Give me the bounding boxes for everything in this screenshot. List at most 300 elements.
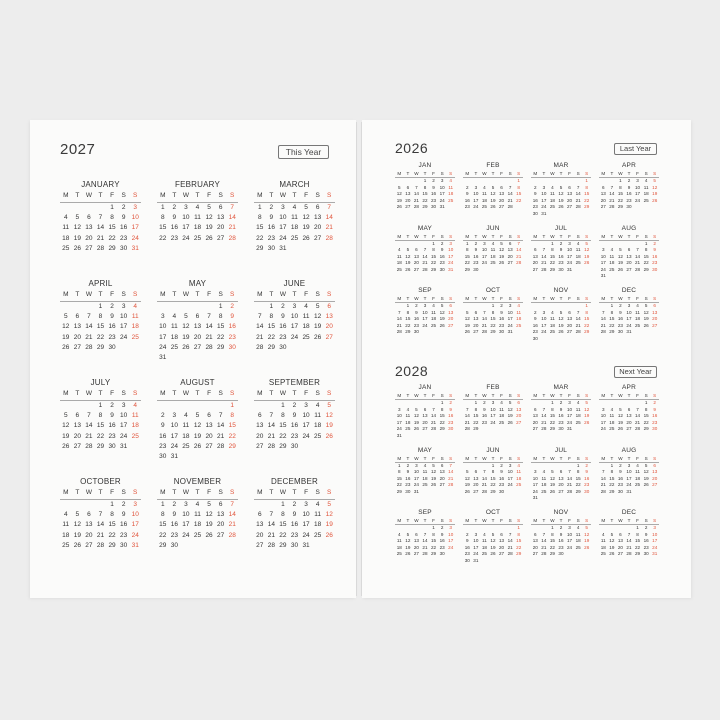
day-cell[interactable]: 7 bbox=[230, 501, 235, 508]
day-cell[interactable]: 1 bbox=[269, 303, 274, 310]
day-cell[interactable]: 16 bbox=[439, 253, 445, 259]
day-cell[interactable]: 30 bbox=[558, 551, 564, 557]
day-cell[interactable]: 30 bbox=[279, 343, 287, 351]
day-cell[interactable]: 7 bbox=[542, 406, 546, 412]
day-cell[interactable]: 2 bbox=[619, 303, 622, 308]
day-cell[interactable]: 12 bbox=[617, 413, 623, 419]
day-cell[interactable]: 10 bbox=[541, 316, 547, 322]
day-cell[interactable]: 25 bbox=[549, 204, 555, 210]
day-cell[interactable]: 15 bbox=[549, 538, 555, 544]
day-cell[interactable]: 4 bbox=[610, 406, 614, 412]
day-cell[interactable]: 7 bbox=[576, 184, 580, 190]
day-cell[interactable]: 20 bbox=[507, 253, 513, 259]
day-cell[interactable]: 18 bbox=[541, 482, 547, 488]
day-cell[interactable]: 24 bbox=[652, 544, 658, 550]
day-cell[interactable]: 15 bbox=[108, 224, 116, 232]
day-cell[interactable]: 5 bbox=[327, 501, 332, 508]
day-cell[interactable]: 27 bbox=[532, 266, 538, 272]
day-cell[interactable]: 13 bbox=[422, 413, 428, 419]
day-cell[interactable]: 18 bbox=[314, 521, 322, 529]
day-cell[interactable]: 4 bbox=[292, 204, 297, 211]
day-cell[interactable]: 22 bbox=[228, 432, 236, 440]
day-cell[interactable]: 19 bbox=[205, 521, 213, 529]
day-cell[interactable]: 1 bbox=[110, 204, 114, 211]
day-cell[interactable]: 21 bbox=[413, 197, 419, 203]
day-cell[interactable]: 27 bbox=[558, 488, 564, 494]
day-cell[interactable]: 5 bbox=[466, 469, 469, 475]
day-cell[interactable]: 12 bbox=[643, 469, 649, 475]
day-cell[interactable]: 29 bbox=[609, 488, 615, 494]
day-cell[interactable]: 7 bbox=[483, 309, 486, 315]
day-cell[interactable]: 2 bbox=[160, 412, 165, 420]
day-cell[interactable]: 14 bbox=[635, 413, 641, 419]
day-cell[interactable]: 18 bbox=[549, 197, 555, 203]
day-cell[interactable]: 14 bbox=[267, 422, 275, 430]
day-cell[interactable]: 4 bbox=[551, 184, 554, 190]
day-cell[interactable]: 27 bbox=[217, 531, 225, 539]
day-cell[interactable]: 22 bbox=[256, 234, 264, 242]
day-cell[interactable]: 8 bbox=[218, 313, 223, 321]
day-cell[interactable]: 15 bbox=[516, 191, 522, 197]
day-cell[interactable]: 4 bbox=[432, 303, 435, 308]
day-cell[interactable]: 11 bbox=[609, 253, 615, 259]
day-cell[interactable]: 10 bbox=[541, 191, 547, 197]
day-cell[interactable]: 6 bbox=[534, 531, 537, 537]
day-cell[interactable]: 9 bbox=[172, 511, 177, 519]
day-cell[interactable]: 17 bbox=[541, 322, 547, 328]
day-cell[interactable]: 3 bbox=[281, 204, 285, 211]
day-cell[interactable]: 18 bbox=[490, 253, 496, 259]
day-cell[interactable]: 29 bbox=[490, 329, 496, 335]
day-cell[interactable]: 1 bbox=[466, 240, 469, 246]
day-cell[interactable]: 6 bbox=[415, 531, 418, 537]
day-cell[interactable]: 10 bbox=[600, 253, 606, 259]
day-cell[interactable]: 2 bbox=[559, 525, 563, 530]
day-cell[interactable]: 19 bbox=[643, 475, 649, 481]
day-cell[interactable]: 15 bbox=[635, 538, 641, 544]
day-cell[interactable]: 4 bbox=[491, 240, 495, 246]
day-cell[interactable]: 26 bbox=[439, 322, 445, 328]
day-cell[interactable]: 24 bbox=[473, 551, 479, 557]
day-cell[interactable]: 18 bbox=[314, 422, 322, 430]
day-cell[interactable]: 8 bbox=[610, 309, 614, 315]
day-cell[interactable]: 17 bbox=[541, 197, 547, 203]
day-cell[interactable]: 4 bbox=[63, 214, 68, 222]
day-cell[interactable]: 6 bbox=[207, 412, 211, 420]
day-cell[interactable]: 22 bbox=[108, 234, 116, 242]
day-cell[interactable]: 22 bbox=[575, 482, 581, 488]
day-cell[interactable]: 28 bbox=[600, 488, 606, 494]
day-cell[interactable]: 8 bbox=[406, 309, 410, 315]
day-cell[interactable]: 24 bbox=[448, 544, 454, 550]
day-cell[interactable]: 9 bbox=[172, 214, 177, 222]
day-cell[interactable]: 10 bbox=[131, 214, 139, 222]
day-cell[interactable]: 30 bbox=[439, 551, 445, 557]
day-cell[interactable]: 15 bbox=[422, 191, 428, 197]
day-cell[interactable]: 9 bbox=[230, 313, 235, 321]
day-cell[interactable]: 17 bbox=[170, 432, 178, 440]
day-cell[interactable]: 4 bbox=[517, 462, 520, 468]
day-cell[interactable]: 16 bbox=[108, 323, 116, 331]
day-cell[interactable]: 12 bbox=[405, 538, 411, 544]
day-cell[interactable]: 28 bbox=[96, 541, 105, 549]
day-cell[interactable]: 6 bbox=[218, 204, 223, 211]
day-cell[interactable]: 28 bbox=[635, 426, 641, 432]
day-cell[interactable]: 14 bbox=[464, 413, 470, 419]
day-cell[interactable]: 10 bbox=[635, 184, 641, 190]
day-cell[interactable]: 5 bbox=[440, 303, 444, 308]
day-cell[interactable]: 18 bbox=[516, 316, 522, 322]
day-cell[interactable]: 3 bbox=[474, 531, 478, 537]
day-cell[interactable]: 26 bbox=[325, 432, 333, 440]
day-cell[interactable]: 19 bbox=[73, 234, 81, 242]
day-cell[interactable]: 2 bbox=[449, 400, 452, 405]
day-cell[interactable]: 26 bbox=[464, 488, 470, 494]
day-cell[interactable]: 25 bbox=[516, 322, 522, 328]
day-cell[interactable]: 11 bbox=[62, 224, 70, 232]
day-cell[interactable]: 16 bbox=[464, 544, 470, 550]
day-cell[interactable]: 10 bbox=[473, 191, 479, 197]
day-cell[interactable]: 12 bbox=[413, 413, 419, 419]
day-cell[interactable]: 23 bbox=[473, 260, 479, 266]
day-cell[interactable]: 2 bbox=[172, 204, 177, 211]
day-cell[interactable]: 1 bbox=[398, 462, 401, 468]
day-cell[interactable]: 15 bbox=[575, 475, 581, 481]
day-cell[interactable]: 20 bbox=[473, 482, 479, 488]
day-cell[interactable]: 15 bbox=[609, 475, 615, 481]
day-cell[interactable]: 24 bbox=[422, 322, 428, 328]
day-cell[interactable]: 18 bbox=[170, 333, 178, 341]
day-cell[interactable]: 9 bbox=[432, 184, 435, 190]
day-cell[interactable]: 22 bbox=[609, 482, 615, 488]
day-cell[interactable]: 28 bbox=[85, 442, 93, 450]
day-cell[interactable]: 15 bbox=[396, 475, 402, 481]
day-cell[interactable]: 22 bbox=[396, 482, 402, 488]
day-cell[interactable]: 26 bbox=[549, 488, 555, 494]
day-cell[interactable]: 8 bbox=[551, 247, 554, 253]
day-cell[interactable]: 9 bbox=[500, 469, 503, 475]
day-cell[interactable]: 18 bbox=[549, 322, 555, 328]
day-cell[interactable]: 11 bbox=[490, 247, 496, 253]
day-cell[interactable]: 21 bbox=[541, 419, 547, 425]
day-cell[interactable]: 13 bbox=[405, 191, 411, 197]
day-cell[interactable]: 13 bbox=[626, 253, 632, 259]
day-cell[interactable]: 8 bbox=[110, 511, 114, 519]
day-cell[interactable]: 16 bbox=[170, 521, 178, 529]
day-cell[interactable]: 12 bbox=[464, 475, 470, 481]
day-cell[interactable]: 21 bbox=[267, 531, 275, 539]
day-cell[interactable]: 29 bbox=[464, 266, 470, 272]
day-cell[interactable]: 28 bbox=[422, 551, 428, 557]
day-cell[interactable]: 3 bbox=[508, 462, 512, 468]
day-cell[interactable]: 26 bbox=[413, 426, 419, 432]
day-cell[interactable]: 3 bbox=[542, 309, 546, 315]
day-cell[interactable]: 20 bbox=[85, 234, 93, 242]
day-cell[interactable]: 14 bbox=[85, 323, 93, 331]
day-cell[interactable]: 11 bbox=[516, 309, 522, 315]
day-cell[interactable]: 27 bbox=[499, 204, 505, 210]
day-cell[interactable]: 25 bbox=[575, 260, 581, 266]
day-cell[interactable]: 13 bbox=[499, 538, 505, 544]
day-cell[interactable]: 4 bbox=[576, 400, 580, 405]
day-cell[interactable]: 18 bbox=[609, 419, 615, 425]
day-cell[interactable]: 3 bbox=[449, 525, 452, 530]
day-cell[interactable]: 1 bbox=[576, 462, 580, 468]
day-cell[interactable]: 5 bbox=[585, 400, 588, 405]
day-cell[interactable]: 8 bbox=[269, 313, 274, 321]
day-cell[interactable]: 26 bbox=[396, 204, 402, 210]
day-cell[interactable]: 9 bbox=[653, 406, 656, 412]
day-cell[interactable]: 19 bbox=[325, 422, 333, 430]
day-cell[interactable]: 12 bbox=[499, 247, 505, 253]
day-cell[interactable]: 9 bbox=[110, 313, 114, 321]
day-cell[interactable]: 6 bbox=[440, 462, 444, 468]
day-cell[interactable]: 30 bbox=[159, 453, 167, 461]
day-cell[interactable]: 7 bbox=[568, 469, 571, 475]
day-cell[interactable]: 2 bbox=[415, 303, 418, 308]
day-cell[interactable]: 14 bbox=[217, 422, 225, 430]
day-cell[interactable]: 21 bbox=[256, 333, 264, 341]
day-cell[interactable]: 7 bbox=[508, 184, 512, 190]
day-cell[interactable]: 6 bbox=[568, 184, 571, 190]
day-cell[interactable]: 15 bbox=[473, 413, 479, 419]
day-cell[interactable]: 12 bbox=[325, 412, 333, 420]
day-cell[interactable]: 7 bbox=[576, 309, 580, 315]
day-cell[interactable]: 19 bbox=[490, 544, 496, 550]
day-cell[interactable]: 15 bbox=[643, 413, 649, 419]
day-cell[interactable]: 11 bbox=[575, 531, 581, 537]
day-cell[interactable]: 26 bbox=[490, 551, 496, 557]
day-cell[interactable]: 26 bbox=[499, 260, 505, 266]
day-cell[interactable]: 18 bbox=[575, 413, 581, 419]
day-cell[interactable]: 19 bbox=[584, 253, 590, 259]
day-cell[interactable]: 28 bbox=[422, 266, 428, 272]
day-cell[interactable]: 25 bbox=[131, 333, 139, 341]
day-cell[interactable]: 24 bbox=[626, 322, 632, 328]
day-cell[interactable]: 1 bbox=[585, 303, 588, 308]
day-cell[interactable]: 21 bbox=[325, 224, 333, 232]
day-cell[interactable]: 26 bbox=[193, 442, 202, 450]
day-cell[interactable]: 27 bbox=[413, 551, 419, 557]
day-cell[interactable]: 10 bbox=[439, 184, 445, 190]
day-cell[interactable]: 24 bbox=[626, 482, 632, 488]
day-cell[interactable]: 31 bbox=[652, 551, 658, 557]
day-cell[interactable]: 5 bbox=[551, 469, 554, 475]
day-cell[interactable]: 25 bbox=[431, 322, 437, 328]
day-cell[interactable]: 9 bbox=[449, 406, 452, 412]
day-cell[interactable]: 19 bbox=[499, 253, 505, 259]
day-cell[interactable]: 20 bbox=[193, 333, 202, 341]
day-cell[interactable]: 31 bbox=[626, 488, 632, 494]
day-cell[interactable]: 18 bbox=[431, 316, 437, 322]
day-cell[interactable]: 24 bbox=[635, 197, 641, 203]
day-cell[interactable]: 21 bbox=[85, 432, 93, 440]
day-cell[interactable]: 9 bbox=[585, 469, 588, 475]
day-cell[interactable]: 20 bbox=[256, 531, 264, 539]
day-cell[interactable]: 1 bbox=[406, 303, 410, 308]
day-cell[interactable]: 23 bbox=[558, 419, 564, 425]
day-cell[interactable]: 19 bbox=[413, 419, 419, 425]
day-cell[interactable]: 28 bbox=[541, 551, 547, 557]
day-cell[interactable]: 10 bbox=[481, 247, 487, 253]
day-cell[interactable]: 18 bbox=[635, 475, 641, 481]
day-cell[interactable]: 27 bbox=[325, 333, 333, 341]
day-cell[interactable]: 24 bbox=[170, 442, 178, 450]
day-cell[interactable]: 28 bbox=[396, 329, 402, 335]
day-cell[interactable]: 1 bbox=[517, 525, 520, 530]
day-cell[interactable]: 2 bbox=[559, 240, 563, 246]
day-cell[interactable]: 1 bbox=[98, 402, 103, 409]
day-cell[interactable]: 4 bbox=[636, 303, 639, 308]
day-cell[interactable]: 23 bbox=[626, 197, 632, 203]
day-cell[interactable]: 29 bbox=[256, 244, 264, 252]
day-cell[interactable]: 6 bbox=[257, 511, 262, 519]
day-cell[interactable]: 20 bbox=[532, 544, 538, 550]
day-cell[interactable]: 14 bbox=[481, 475, 487, 481]
day-cell[interactable]: 4 bbox=[195, 501, 200, 508]
day-cell[interactable]: 11 bbox=[516, 469, 522, 475]
day-cell[interactable]: 9 bbox=[627, 184, 631, 190]
day-cell[interactable]: 12 bbox=[490, 191, 496, 197]
day-cell[interactable]: 23 bbox=[108, 333, 116, 341]
day-cell[interactable]: 13 bbox=[626, 413, 632, 419]
day-cell[interactable]: 11 bbox=[194, 511, 201, 519]
day-cell[interactable]: 12 bbox=[325, 511, 333, 519]
day-cell[interactable]: 1 bbox=[160, 204, 165, 211]
day-cell[interactable]: 2 bbox=[269, 204, 274, 211]
day-cell[interactable]: 11 bbox=[575, 247, 581, 253]
day-cell[interactable]: 17 bbox=[626, 475, 632, 481]
day-cell[interactable]: 30 bbox=[584, 488, 590, 494]
day-cell[interactable]: 22 bbox=[609, 322, 615, 328]
day-cell[interactable]: 30 bbox=[290, 541, 299, 549]
day-cell[interactable]: 29 bbox=[405, 329, 411, 335]
day-cell[interactable]: 13 bbox=[600, 191, 606, 197]
day-cell[interactable]: 22 bbox=[279, 531, 287, 539]
day-cell[interactable]: 27 bbox=[422, 426, 428, 432]
day-cell[interactable]: 24 bbox=[600, 426, 606, 432]
day-cell[interactable]: 19 bbox=[396, 197, 402, 203]
day-cell[interactable]: 8 bbox=[644, 247, 648, 253]
day-cell[interactable]: 20 bbox=[617, 544, 623, 550]
day-cell[interactable]: 3 bbox=[304, 402, 308, 409]
day-cell[interactable]: 25 bbox=[62, 244, 70, 252]
day-cell[interactable]: 7 bbox=[602, 469, 605, 475]
day-cell[interactable]: 14 bbox=[422, 538, 428, 544]
day-cell[interactable]: 26 bbox=[643, 482, 649, 488]
day-cell[interactable]: 10 bbox=[279, 214, 287, 222]
day-cell[interactable]: 19 bbox=[507, 413, 513, 419]
day-cell[interactable]: 24 bbox=[490, 419, 496, 425]
day-cell[interactable]: 4 bbox=[423, 462, 427, 468]
day-cell[interactable]: 16 bbox=[267, 224, 275, 232]
day-cell[interactable]: 10 bbox=[290, 313, 299, 321]
day-cell[interactable]: 10 bbox=[120, 313, 128, 321]
day-cell[interactable]: 30 bbox=[108, 343, 116, 351]
day-cell[interactable]: 15 bbox=[549, 253, 555, 259]
day-cell[interactable]: 15 bbox=[431, 253, 437, 259]
day-cell[interactable]: 18 bbox=[396, 260, 402, 266]
day-cell[interactable]: 10 bbox=[567, 247, 573, 253]
day-cell[interactable]: 7 bbox=[207, 313, 211, 321]
day-cell[interactable]: 6 bbox=[517, 400, 520, 405]
day-cell[interactable]: 5 bbox=[315, 303, 320, 310]
day-cell[interactable]: 16 bbox=[481, 413, 487, 419]
day-cell[interactable]: 3 bbox=[568, 400, 571, 405]
day-cell[interactable]: 18 bbox=[302, 323, 310, 331]
day-cell[interactable]: 15 bbox=[549, 413, 555, 419]
day-cell[interactable]: 13 bbox=[567, 191, 573, 197]
day-cell[interactable]: 24 bbox=[567, 419, 573, 425]
day-cell[interactable]: 4 bbox=[576, 525, 580, 530]
day-cell[interactable]: 15 bbox=[617, 191, 623, 197]
day-cell[interactable]: 18 bbox=[635, 316, 641, 322]
day-cell[interactable]: 4 bbox=[602, 531, 605, 537]
day-cell[interactable]: 16 bbox=[584, 475, 590, 481]
day-cell[interactable]: 17 bbox=[567, 253, 573, 259]
day-cell[interactable]: 29 bbox=[96, 442, 105, 450]
day-cell[interactable]: 23 bbox=[170, 531, 178, 539]
day-cell[interactable]: 13 bbox=[532, 538, 538, 544]
day-cell[interactable]: 14 bbox=[205, 323, 213, 331]
day-cell[interactable]: 21 bbox=[228, 224, 236, 232]
day-cell[interactable]: 26 bbox=[205, 234, 213, 242]
day-cell[interactable]: 27 bbox=[600, 204, 606, 210]
day-cell[interactable]: 21 bbox=[205, 333, 213, 341]
day-cell[interactable]: 4 bbox=[636, 462, 639, 468]
day-cell[interactable]: 16 bbox=[290, 422, 299, 430]
day-cell[interactable]: 21 bbox=[575, 322, 581, 328]
day-cell[interactable]: 31 bbox=[279, 244, 287, 252]
day-cell[interactable]: 27 bbox=[405, 204, 411, 210]
day-cell[interactable]: 10 bbox=[131, 511, 139, 519]
day-cell[interactable]: 8 bbox=[440, 406, 444, 412]
day-cell[interactable]: 27 bbox=[73, 343, 81, 351]
day-cell[interactable]: 15 bbox=[228, 422, 236, 430]
day-cell[interactable]: 3 bbox=[121, 402, 126, 409]
day-cell[interactable]: 18 bbox=[448, 191, 454, 197]
day-cell[interactable]: 22 bbox=[159, 531, 167, 539]
day-cell[interactable]: 9 bbox=[121, 511, 126, 519]
day-cell[interactable]: 14 bbox=[507, 538, 513, 544]
day-cell[interactable]: 31 bbox=[448, 266, 454, 272]
day-cell[interactable]: 3 bbox=[636, 178, 639, 183]
day-cell[interactable]: 8 bbox=[551, 531, 554, 537]
day-cell[interactable]: 22 bbox=[549, 419, 555, 425]
day-cell[interactable]: 30 bbox=[532, 335, 538, 341]
day-cell[interactable]: 16 bbox=[159, 432, 167, 440]
day-cell[interactable]: 2 bbox=[644, 525, 648, 530]
day-cell[interactable]: 20 bbox=[473, 322, 479, 328]
day-cell[interactable]: 20 bbox=[652, 316, 658, 322]
day-cell[interactable]: 1 bbox=[585, 178, 588, 183]
day-cell[interactable]: 25 bbox=[170, 343, 178, 351]
day-cell[interactable]: 12 bbox=[609, 538, 615, 544]
day-cell[interactable]: 31 bbox=[541, 210, 547, 216]
day-cell[interactable]: 31 bbox=[396, 432, 402, 438]
day-cell[interactable]: 7 bbox=[98, 214, 103, 222]
day-cell[interactable]: 7 bbox=[483, 469, 486, 475]
day-cell[interactable]: 11 bbox=[643, 184, 649, 190]
day-cell[interactable]: 1 bbox=[230, 402, 235, 409]
day-cell[interactable]: 4 bbox=[542, 469, 546, 475]
day-cell[interactable]: 16 bbox=[617, 475, 623, 481]
day-cell[interactable]: 25 bbox=[643, 197, 649, 203]
day-cell[interactable]: 22 bbox=[584, 322, 590, 328]
day-cell[interactable]: 21 bbox=[228, 521, 236, 529]
day-cell[interactable]: 10 bbox=[652, 531, 658, 537]
day-cell[interactable]: 6 bbox=[500, 531, 503, 537]
